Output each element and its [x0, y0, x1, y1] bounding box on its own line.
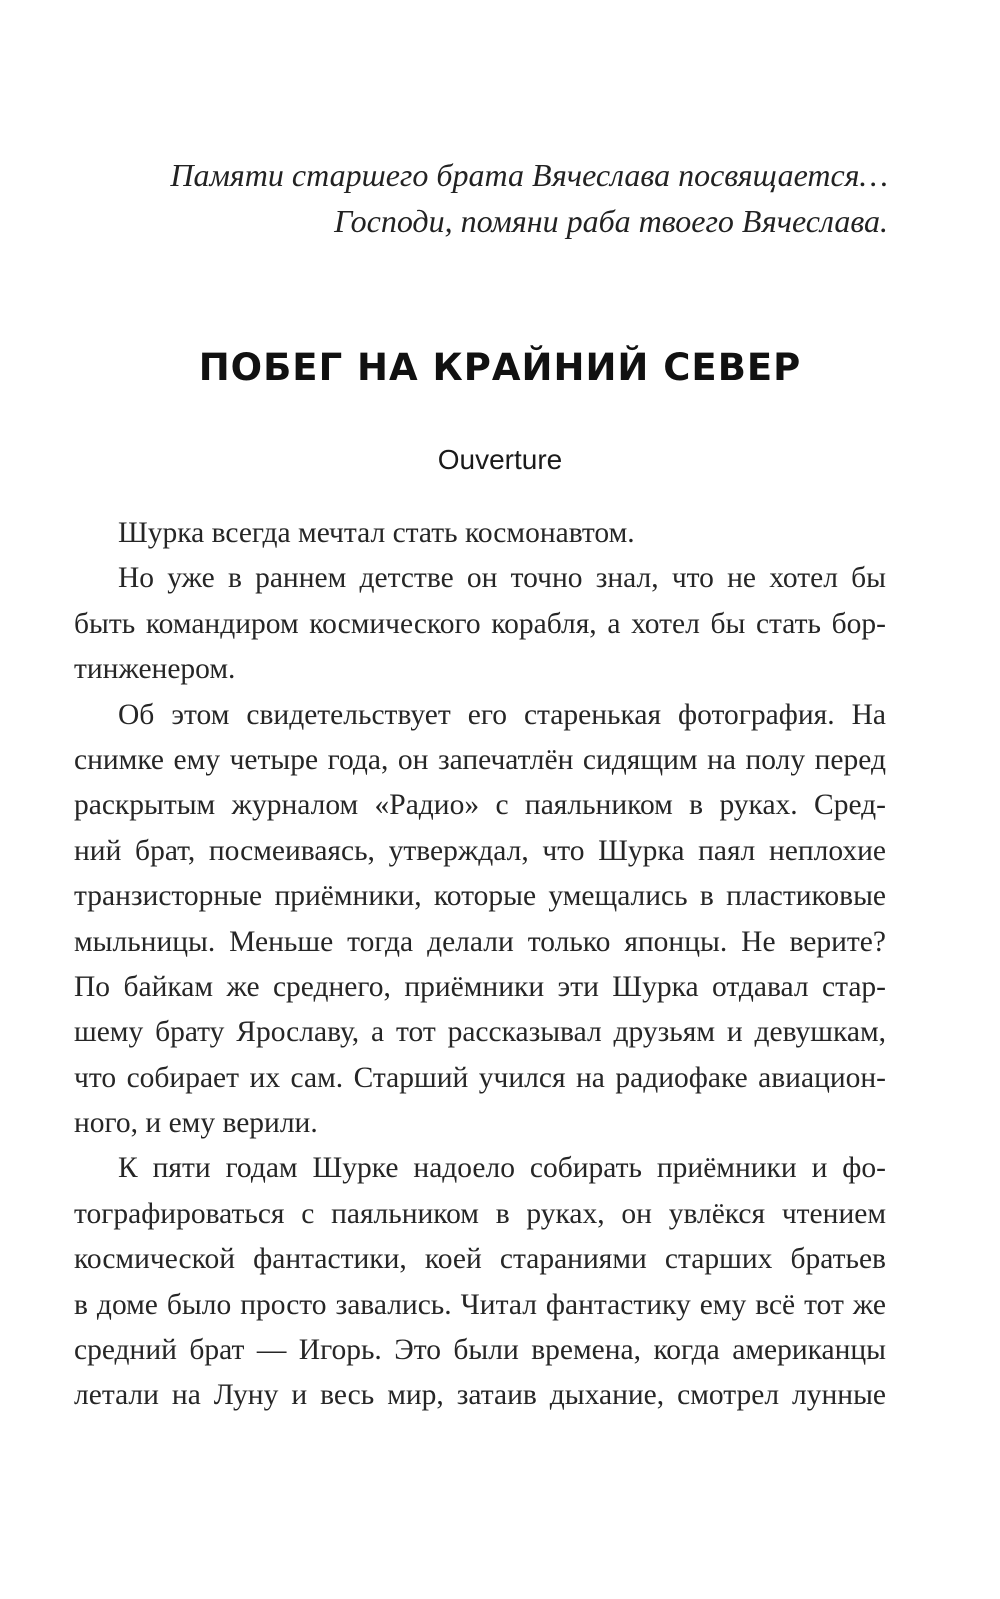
text-line: снимке ему четыре года, он запечатлён сидящим на полу перед — [74, 743, 886, 776]
text-line: По байкам же среднего, приёмники эти Шурка отдавал стар- — [74, 970, 886, 1003]
text-line: тографироваться с паяльником в руках, он увлёкся чтением — [74, 1197, 886, 1230]
text-line: Но уже в раннем детстве он точно знал, что не хотел бы — [118, 562, 886, 595]
text-line: К пяти годам Шурке надоело собирать приёмники и фо- — [118, 1152, 886, 1185]
text-line: летали на Луну и весь мир, затаив дыхание, смотрел лунные — [74, 1379, 886, 1412]
text-line: транзисторные приёмники, которые умещались в пластиковые — [74, 880, 886, 913]
text-line: в доме было просто завались. Читал фантастику ему всё тот же — [74, 1288, 886, 1321]
text-line: тинженером. — [74, 653, 236, 686]
text-line: средний брат — Игорь. Это были времена, когда американцы — [74, 1334, 886, 1367]
text-line: что собирает их сам. Старший учился на радиофаке авиацион- — [74, 1061, 886, 1094]
epigraph-line-1: Памяти старшего брата Вячеслава посвящается… — [170, 157, 888, 193]
text-line: космической фантастики, коей стараниями старших братьев — [74, 1243, 886, 1276]
text-line: ного, и ему верили. — [74, 1107, 318, 1140]
chapter-title: ПОБЕГ НА КРАЙНИЙ СЕВЕР — [198, 346, 802, 389]
text-line: Шурка всегда мечтал стать космонавтом. — [118, 517, 635, 549]
text-line: шему брату Ярославу, а тот рассказывал друзьям и девушкам, — [74, 1016, 886, 1049]
text-line: Об этом свидетельствует его старенькая фотография. На — [118, 698, 886, 731]
body-text — [74, 511, 886, 1419]
chapter-subtitle: Ouverture — [437, 444, 563, 475]
text-line: мыльницы. Меньше тогда делали только японцы. Не верите? — [74, 925, 886, 958]
text-line: раскрытым журналом «Радио» с паяльником в руках. Сред- — [74, 789, 886, 822]
text-line: быть командиром космического корабля, а хотел бы стать бор- — [74, 607, 886, 640]
text-line: ний брат, посмеиваясь, утверждал, что Шурка паял неплохие — [74, 834, 886, 867]
epigraph-line-2: Господи, помяни раба твоего Вячеслава. — [334, 203, 888, 239]
epigraph — [128, 152, 888, 244]
